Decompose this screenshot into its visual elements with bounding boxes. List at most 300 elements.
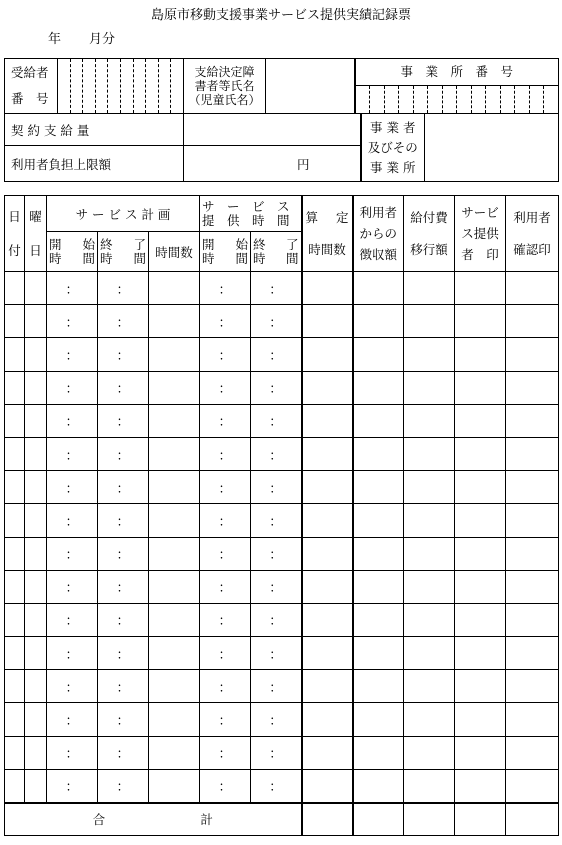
time-colon: ： bbox=[218, 680, 232, 696]
record-row bbox=[5, 272, 559, 305]
record-table bbox=[4, 195, 559, 836]
record-row bbox=[5, 570, 559, 603]
total-label-cell bbox=[5, 803, 302, 836]
cell-calc-hours[interactable] bbox=[302, 338, 353, 371]
cell-dow[interactable] bbox=[25, 471, 47, 504]
cell-plan-end[interactable] bbox=[98, 404, 149, 437]
time-colon: ： bbox=[116, 514, 130, 530]
record-row bbox=[5, 670, 559, 703]
decision-name-field[interactable] bbox=[266, 59, 355, 114]
user-collect-header: 利用者 からの 徴収額 bbox=[353, 196, 404, 272]
cell-date[interactable] bbox=[5, 272, 25, 305]
cell-date[interactable] bbox=[5, 537, 25, 570]
time-colon: ： bbox=[116, 614, 130, 630]
record-row bbox=[5, 637, 559, 670]
burden-limit-label: 利用者負担上限額 bbox=[5, 146, 184, 182]
cell-user-confirm[interactable] bbox=[506, 637, 559, 670]
cell-user-collect[interactable] bbox=[353, 338, 404, 371]
cell-provided-start[interactable] bbox=[200, 272, 251, 305]
cell-plan-end[interactable] bbox=[98, 537, 149, 570]
record-row bbox=[5, 603, 559, 636]
cell-user-confirm[interactable] bbox=[506, 736, 559, 769]
provider-label: 事 業 者 及びその 事 業 所 bbox=[361, 114, 425, 182]
cell-provider-seal[interactable] bbox=[455, 769, 506, 802]
cell-benefit[interactable] bbox=[404, 637, 455, 670]
cell-dow[interactable] bbox=[25, 338, 47, 371]
time-colon: ： bbox=[269, 581, 283, 597]
time-colon: ： bbox=[218, 315, 232, 331]
cell-calc-hours[interactable] bbox=[302, 437, 353, 470]
cell-provider-seal[interactable] bbox=[455, 736, 506, 769]
provider-seal-header: サービ ス提供 者 印 bbox=[455, 196, 506, 272]
cell-user-collect[interactable] bbox=[353, 537, 404, 570]
plan-hours-header: 時間数 bbox=[149, 232, 200, 272]
page-title: 島原市移動支援事業サービス提供実績記録票 bbox=[150, 8, 411, 23]
cell-user-confirm[interactable] bbox=[506, 703, 559, 736]
cell-provided-end[interactable] bbox=[251, 736, 302, 769]
cell-plan-hours[interactable] bbox=[149, 272, 200, 305]
cell-dow[interactable] bbox=[25, 637, 47, 670]
office-number-box bbox=[355, 59, 559, 114]
cell-dow[interactable] bbox=[25, 736, 47, 769]
cell-provided-start[interactable] bbox=[200, 305, 251, 338]
cell-plan-end[interactable] bbox=[98, 736, 149, 769]
cell-calc-hours[interactable] bbox=[302, 670, 353, 703]
cell-plan-hours[interactable] bbox=[149, 471, 200, 504]
total-calc-hours[interactable] bbox=[302, 803, 353, 836]
record-row bbox=[5, 305, 559, 338]
record-row bbox=[5, 736, 559, 769]
time-colon: ： bbox=[269, 348, 283, 364]
cell-user-confirm[interactable] bbox=[506, 437, 559, 470]
cell-date[interactable] bbox=[5, 637, 25, 670]
time-colon: ： bbox=[65, 415, 79, 431]
plan-end-header: 終 了 時 間 bbox=[98, 232, 149, 272]
cell-provider-seal[interactable] bbox=[455, 537, 506, 570]
cell-provided-end[interactable] bbox=[251, 371, 302, 404]
cell-provided-end[interactable] bbox=[251, 404, 302, 437]
time-colon: ： bbox=[269, 282, 283, 298]
cell-provided-end[interactable] bbox=[251, 305, 302, 338]
cell-benefit[interactable] bbox=[404, 437, 455, 470]
cell-plan-hours[interactable] bbox=[149, 437, 200, 470]
cell-user-confirm[interactable] bbox=[506, 371, 559, 404]
time-colon: ： bbox=[269, 780, 283, 796]
time-colon: ： bbox=[218, 282, 232, 298]
time-colon: ： bbox=[65, 448, 79, 464]
cell-plan-start[interactable] bbox=[47, 437, 98, 470]
time-colon: ： bbox=[269, 614, 283, 630]
total-label-1: 合 bbox=[92, 812, 106, 828]
cell-dow[interactable] bbox=[25, 769, 47, 802]
cell-user-confirm[interactable] bbox=[506, 404, 559, 437]
cell-calc-hours[interactable] bbox=[302, 272, 353, 305]
cell-user-collect[interactable] bbox=[353, 736, 404, 769]
yen-label: 円 bbox=[296, 156, 310, 172]
cell-plan-end[interactable] bbox=[98, 637, 149, 670]
cell-provider-seal[interactable] bbox=[455, 305, 506, 338]
cell-user-collect[interactable] bbox=[353, 570, 404, 603]
year-month-line bbox=[48, 28, 115, 47]
cell-user-confirm[interactable] bbox=[506, 338, 559, 371]
cell-dow[interactable] bbox=[25, 603, 47, 636]
cell-plan-start[interactable] bbox=[47, 404, 98, 437]
cell-provided-start[interactable] bbox=[200, 637, 251, 670]
cell-calc-hours[interactable] bbox=[302, 570, 353, 603]
service-provided-header: サ ー ビ ス 提 供 時 間 bbox=[200, 196, 302, 232]
cell-user-collect[interactable] bbox=[353, 603, 404, 636]
cell-date[interactable] bbox=[5, 305, 25, 338]
cell-provided-end[interactable] bbox=[251, 338, 302, 371]
cell-provided-end[interactable] bbox=[251, 437, 302, 470]
cell-provided-start[interactable] bbox=[200, 670, 251, 703]
cell-provided-end[interactable] bbox=[251, 637, 302, 670]
cell-provider-seal[interactable] bbox=[455, 471, 506, 504]
cell-plan-hours[interactable] bbox=[149, 371, 200, 404]
cell-plan-start[interactable] bbox=[47, 637, 98, 670]
cell-benefit[interactable] bbox=[404, 338, 455, 371]
time-colon: ： bbox=[269, 315, 283, 331]
cell-calc-hours[interactable] bbox=[302, 404, 353, 437]
cell-plan-start[interactable] bbox=[47, 371, 98, 404]
time-colon: ： bbox=[269, 481, 283, 497]
cell-benefit[interactable] bbox=[404, 769, 455, 802]
time-colon: ： bbox=[218, 548, 232, 564]
cell-benefit[interactable] bbox=[404, 703, 455, 736]
cell-plan-start[interactable] bbox=[47, 537, 98, 570]
cell-benefit[interactable] bbox=[404, 670, 455, 703]
cell-plan-start[interactable] bbox=[47, 670, 98, 703]
cell-date[interactable] bbox=[5, 570, 25, 603]
time-colon: ： bbox=[116, 581, 130, 597]
time-colon: ： bbox=[116, 780, 130, 796]
cell-provided-end[interactable] bbox=[251, 703, 302, 736]
cell-benefit[interactable] bbox=[404, 272, 455, 305]
cell-plan-end[interactable] bbox=[98, 670, 149, 703]
cell-benefit[interactable] bbox=[404, 537, 455, 570]
cell-provided-end[interactable] bbox=[251, 504, 302, 537]
time-colon: ： bbox=[269, 747, 283, 763]
cell-provider-seal[interactable] bbox=[455, 504, 506, 537]
cell-calc-hours[interactable] bbox=[302, 603, 353, 636]
cell-date[interactable] bbox=[5, 703, 25, 736]
cell-dow[interactable] bbox=[25, 404, 47, 437]
total-user-collect[interactable] bbox=[353, 803, 404, 836]
cell-calc-hours[interactable] bbox=[302, 537, 353, 570]
time-colon: ： bbox=[65, 348, 79, 364]
cell-benefit[interactable] bbox=[404, 404, 455, 437]
time-colon: ： bbox=[269, 448, 283, 464]
cell-date[interactable] bbox=[5, 471, 25, 504]
cell-provider-seal[interactable] bbox=[455, 272, 506, 305]
time-colon: ： bbox=[65, 481, 79, 497]
time-colon: ： bbox=[116, 747, 130, 763]
cell-calc-hours[interactable] bbox=[302, 504, 353, 537]
cell-date[interactable] bbox=[5, 736, 25, 769]
cell-calc-hours[interactable] bbox=[302, 637, 353, 670]
total-benefit[interactable] bbox=[404, 803, 455, 836]
cell-provided-end[interactable] bbox=[251, 670, 302, 703]
time-colon: ： bbox=[116, 714, 130, 730]
provider-field[interactable] bbox=[425, 114, 559, 182]
time-colon: ： bbox=[218, 348, 232, 364]
cell-plan-end[interactable] bbox=[98, 371, 149, 404]
time-colon: ： bbox=[269, 514, 283, 530]
time-colon: ： bbox=[269, 382, 283, 398]
time-colon: ： bbox=[269, 647, 283, 663]
cell-plan-start[interactable] bbox=[47, 471, 98, 504]
cell-user-collect[interactable] bbox=[353, 272, 404, 305]
cell-date[interactable] bbox=[5, 371, 25, 404]
office-number-label: 事 業 所 番 号 bbox=[356, 59, 559, 86]
cell-provided-end[interactable] bbox=[251, 272, 302, 305]
cell-dow[interactable] bbox=[25, 570, 47, 603]
cell-provider-seal[interactable] bbox=[455, 703, 506, 736]
cell-date[interactable] bbox=[5, 437, 25, 470]
cell-dow[interactable] bbox=[25, 437, 47, 470]
cell-user-collect[interactable] bbox=[353, 305, 404, 338]
cell-calc-hours[interactable] bbox=[302, 769, 353, 802]
cell-benefit[interactable] bbox=[404, 471, 455, 504]
total-label-2: 計 bbox=[200, 812, 213, 828]
cell-user-confirm[interactable] bbox=[506, 769, 559, 802]
cell-plan-end[interactable] bbox=[98, 769, 149, 802]
time-colon: ： bbox=[218, 614, 232, 630]
cell-user-confirm[interactable] bbox=[506, 603, 559, 636]
time-colon: ： bbox=[65, 747, 79, 763]
cell-provider-seal[interactable] bbox=[455, 371, 506, 404]
time-colon: ： bbox=[116, 382, 130, 398]
cell-provided-end[interactable] bbox=[251, 769, 302, 802]
time-colon: ： bbox=[65, 548, 79, 564]
cell-benefit[interactable] bbox=[404, 570, 455, 603]
cell-plan-hours[interactable] bbox=[149, 670, 200, 703]
user-confirm-header: 利用者 確認印 bbox=[506, 196, 559, 272]
time-colon: ： bbox=[65, 581, 79, 597]
cell-plan-hours[interactable] bbox=[149, 703, 200, 736]
cell-plan-end[interactable] bbox=[98, 504, 149, 537]
cell-user-collect[interactable] bbox=[353, 371, 404, 404]
year-label: 年 bbox=[48, 32, 62, 47]
cell-provider-seal[interactable] bbox=[455, 404, 506, 437]
cell-plan-end[interactable] bbox=[98, 570, 149, 603]
cell-calc-hours[interactable] bbox=[302, 305, 353, 338]
month-label: 月分 bbox=[89, 32, 116, 47]
cell-dow[interactable] bbox=[25, 703, 47, 736]
cell-plan-start[interactable] bbox=[47, 504, 98, 537]
time-colon: ： bbox=[218, 747, 232, 763]
record-row bbox=[5, 504, 559, 537]
cell-plan-end[interactable] bbox=[98, 305, 149, 338]
cell-plan-start[interactable] bbox=[47, 769, 98, 802]
time-colon: ： bbox=[116, 415, 130, 431]
cell-benefit[interactable] bbox=[404, 603, 455, 636]
cell-plan-start[interactable] bbox=[47, 338, 98, 371]
cell-date[interactable] bbox=[5, 769, 25, 802]
cell-benefit[interactable] bbox=[404, 371, 455, 404]
cell-user-confirm[interactable] bbox=[506, 504, 559, 537]
time-colon: ： bbox=[218, 481, 232, 497]
cell-plan-start[interactable] bbox=[47, 703, 98, 736]
cell-plan-hours[interactable] bbox=[149, 736, 200, 769]
recipient-label: 受給者 番 号 bbox=[5, 59, 58, 114]
cell-date[interactable] bbox=[5, 404, 25, 437]
cell-user-confirm[interactable] bbox=[506, 570, 559, 603]
cell-plan-end[interactable] bbox=[98, 437, 149, 470]
time-colon: ： bbox=[218, 714, 232, 730]
header-table bbox=[4, 58, 559, 182]
cell-plan-hours[interactable] bbox=[149, 338, 200, 371]
cell-calc-hours[interactable] bbox=[302, 703, 353, 736]
cell-user-confirm[interactable] bbox=[506, 537, 559, 570]
cell-provider-seal[interactable] bbox=[455, 637, 506, 670]
provided-end-header: 終 了 時 間 bbox=[251, 232, 302, 272]
cell-calc-hours[interactable] bbox=[302, 471, 353, 504]
col-dow-header: 曜 日 bbox=[25, 196, 47, 272]
cell-user-collect[interactable] bbox=[353, 504, 404, 537]
total-provider-seal[interactable] bbox=[455, 803, 506, 836]
cell-plan-hours[interactable] bbox=[149, 305, 200, 338]
record-row bbox=[5, 371, 559, 404]
cell-plan-hours[interactable] bbox=[149, 504, 200, 537]
cell-provided-start[interactable] bbox=[200, 371, 251, 404]
cell-user-collect[interactable] bbox=[353, 769, 404, 802]
cell-provided-start[interactable] bbox=[200, 537, 251, 570]
total-user-confirm[interactable] bbox=[506, 803, 559, 836]
cell-user-collect[interactable] bbox=[353, 404, 404, 437]
cell-plan-start[interactable] bbox=[47, 305, 98, 338]
cell-user-collect[interactable] bbox=[353, 670, 404, 703]
cell-provided-start[interactable] bbox=[200, 338, 251, 371]
time-colon: ： bbox=[116, 481, 130, 497]
cell-provider-seal[interactable] bbox=[455, 570, 506, 603]
cell-date[interactable] bbox=[5, 670, 25, 703]
cell-dow[interactable] bbox=[25, 371, 47, 404]
cell-plan-hours[interactable] bbox=[149, 537, 200, 570]
cell-provided-start[interactable] bbox=[200, 437, 251, 470]
time-colon: ： bbox=[218, 647, 232, 663]
cell-plan-end[interactable] bbox=[98, 471, 149, 504]
cell-provider-seal[interactable] bbox=[455, 338, 506, 371]
cell-plan-end[interactable] bbox=[98, 272, 149, 305]
time-colon: ： bbox=[218, 382, 232, 398]
time-colon: ： bbox=[218, 514, 232, 530]
time-colon: ： bbox=[269, 548, 283, 564]
record-row bbox=[5, 437, 559, 470]
cell-benefit[interactable] bbox=[404, 736, 455, 769]
time-colon: ： bbox=[65, 514, 79, 530]
time-colon: ： bbox=[218, 415, 232, 431]
cell-date[interactable] bbox=[5, 603, 25, 636]
time-colon: ： bbox=[116, 282, 130, 298]
cell-plan-start[interactable] bbox=[47, 603, 98, 636]
office-number-field[interactable] bbox=[356, 86, 559, 113]
time-colon: ： bbox=[116, 680, 130, 696]
cell-dow[interactable] bbox=[25, 670, 47, 703]
cell-provider-seal[interactable] bbox=[455, 437, 506, 470]
cell-user-collect[interactable] bbox=[353, 471, 404, 504]
cell-plan-start[interactable] bbox=[47, 736, 98, 769]
cell-plan-hours[interactable] bbox=[149, 603, 200, 636]
cell-benefit[interactable] bbox=[404, 305, 455, 338]
cell-dow[interactable] bbox=[25, 504, 47, 537]
time-colon: ： bbox=[116, 348, 130, 364]
cell-user-collect[interactable] bbox=[353, 703, 404, 736]
cell-provided-start[interactable] bbox=[200, 570, 251, 603]
time-colon: ： bbox=[116, 315, 130, 331]
calc-hours-header: 算 定 時間数 bbox=[302, 196, 353, 272]
cell-date[interactable] bbox=[5, 504, 25, 537]
contract-amount-field[interactable] bbox=[184, 114, 361, 146]
cell-calc-hours[interactable] bbox=[302, 736, 353, 769]
time-colon: ： bbox=[65, 714, 79, 730]
time-colon: ： bbox=[65, 382, 79, 398]
time-colon: ： bbox=[218, 780, 232, 796]
cell-user-confirm[interactable] bbox=[506, 471, 559, 504]
cell-plan-end[interactable] bbox=[98, 338, 149, 371]
cell-provider-seal[interactable] bbox=[455, 670, 506, 703]
cell-provided-start[interactable] bbox=[200, 736, 251, 769]
cell-provided-end[interactable] bbox=[251, 603, 302, 636]
cell-user-confirm[interactable] bbox=[506, 670, 559, 703]
time-colon: ： bbox=[218, 581, 232, 597]
cell-plan-start[interactable] bbox=[47, 272, 98, 305]
cell-user-collect[interactable] bbox=[353, 437, 404, 470]
cell-user-confirm[interactable] bbox=[506, 272, 559, 305]
cell-plan-end[interactable] bbox=[98, 703, 149, 736]
cell-plan-hours[interactable] bbox=[149, 570, 200, 603]
record-row bbox=[5, 338, 559, 371]
cell-user-confirm[interactable] bbox=[506, 305, 559, 338]
time-colon: ： bbox=[269, 680, 283, 696]
recipient-number-field[interactable] bbox=[58, 59, 184, 114]
cell-plan-hours[interactable] bbox=[149, 769, 200, 802]
cell-provided-start[interactable] bbox=[200, 404, 251, 437]
cell-plan-hours[interactable] bbox=[149, 404, 200, 437]
plan-start-header: 開 始 時 間 bbox=[47, 232, 98, 272]
cell-provided-start[interactable] bbox=[200, 769, 251, 802]
cell-date[interactable] bbox=[5, 338, 25, 371]
cell-provided-start[interactable] bbox=[200, 603, 251, 636]
cell-dow[interactable] bbox=[25, 305, 47, 338]
cell-provided-end[interactable] bbox=[251, 537, 302, 570]
time-colon: ： bbox=[65, 315, 79, 331]
cell-user-collect[interactable] bbox=[353, 637, 404, 670]
cell-provided-start[interactable] bbox=[200, 504, 251, 537]
time-colon: ： bbox=[65, 780, 79, 796]
provided-start-header: 開 始 時 間 bbox=[200, 232, 251, 272]
cell-provided-end[interactable] bbox=[251, 570, 302, 603]
record-row bbox=[5, 703, 559, 736]
cell-plan-end[interactable] bbox=[98, 603, 149, 636]
cell-provider-seal[interactable] bbox=[455, 603, 506, 636]
cell-calc-hours[interactable] bbox=[302, 371, 353, 404]
cell-dow[interactable] bbox=[25, 272, 47, 305]
cell-dow[interactable] bbox=[25, 537, 47, 570]
time-colon: ： bbox=[116, 548, 130, 564]
cell-provided-start[interactable] bbox=[200, 471, 251, 504]
cell-plan-start[interactable] bbox=[47, 570, 98, 603]
service-plan-header: サ ー ビ ス 計 画 bbox=[47, 196, 200, 232]
cell-provided-end[interactable] bbox=[251, 471, 302, 504]
burden-limit-field[interactable] bbox=[184, 146, 361, 182]
time-colon: ： bbox=[65, 614, 79, 630]
time-colon: ： bbox=[65, 282, 79, 298]
cell-benefit[interactable] bbox=[404, 504, 455, 537]
cell-plan-hours[interactable] bbox=[149, 637, 200, 670]
cell-provided-start[interactable] bbox=[200, 703, 251, 736]
time-colon: ： bbox=[65, 647, 79, 663]
